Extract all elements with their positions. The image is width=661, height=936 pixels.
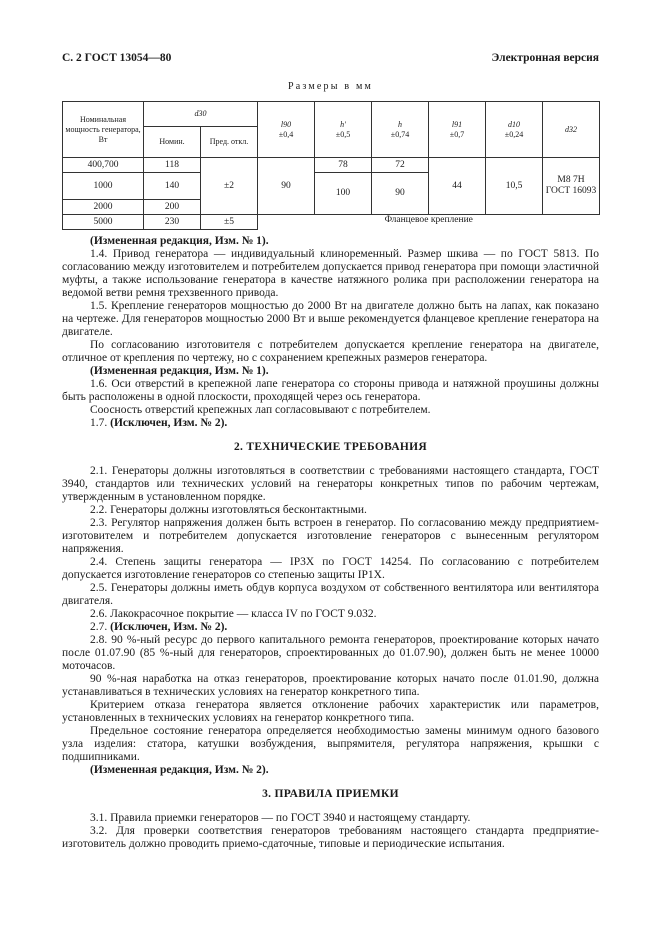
paragraph: 1.6. Оси отверстий в крепежной лапе генератора со стороны привода и натяжной проушины должны быть расположены в одной плоскости, проходящей через ось генератора. [62, 378, 599, 403]
paragraph: 1.4. Привод генератора — индивидуальный клиноременный. Размер шкива — по ГОСТ 5813. По согласованию между изготовителем и потребителем допускается привод генератора при помощи эластичной муфты, а также использование генератора в качестве натяжного ролика при расположении генератора на ведомой ветви ремня трехзвенного привода. [62, 248, 599, 299]
paragraph: 2.2. Генераторы должны изготовляться бесконтактными. [90, 504, 367, 516]
header-l91-tol: ±0,7 [449, 129, 465, 139]
cell-power: 2000 [63, 200, 144, 215]
amendment-note: (Измененная редакция, Изм. № 1). [90, 365, 269, 377]
header-d10-text: d10 [508, 119, 520, 129]
header-l91-text: l91 [451, 119, 463, 129]
paragraph: Соосность отверстий крепежных лап согласовывают с потребителем. [90, 404, 431, 416]
cell-power: 5000 [63, 215, 144, 230]
amendment-note: (Исключен, Изм. № 2). [110, 621, 228, 633]
header-h [372, 102, 429, 158]
header-d30-nom: Номин. [144, 127, 201, 158]
cell-d30: 230 [144, 215, 201, 230]
header-d10 [486, 102, 543, 158]
paragraph: 2.8. 90 %-ный ресурс до первого капитального ремонта генераторов, проектирование которых начато после 01.07.90 (85 %-ный для генераторов, спроектированных до 01.07.90), должен быть не менее 10000 моточасов. [62, 634, 599, 672]
paragraph: 90 %-ная наработка на отказ генераторов, проектирование которых начато после 01.01.90, должна устанавливаться в технических условиях на генератор конкретного типа. [62, 673, 599, 698]
paragraph: 2.4. Степень защиты генератора — IP3X по ГОСТ 14254. По согласованию с потребителем допускается изготовление генераторов со степенью защиты IP1X. [62, 556, 599, 581]
amendment-note: (Измененная редакция, Изм. № 1). [90, 235, 269, 247]
section-title-2: 2. ТЕХНИЧЕСКИЕ ТРЕБОВАНИЯ [233, 441, 428, 453]
header-h1 [315, 102, 372, 158]
header-power: Номинальная мощность генератора, Вт [63, 102, 144, 158]
paragraph: Предельное состояние генератора определяется необходимостью замены минимум одного базового узла изделия: статора, катушки возбуждения, выпрямителя, регулятора напряжения, крышки с подшипниками. [62, 725, 599, 763]
paragraph: По согласованию изготовителя с потребителем допускается крепление генератора на двигателе, отличное от крепления по чертежу, но с сохранением крепежных размеров генератора. [62, 339, 599, 364]
cell-d32: M8 7H ГОСТ 16093 [543, 158, 600, 215]
paragraph: 3.1. Правила приемки генераторов — по ГОСТ 3940 и настоящему стандарту. [90, 812, 471, 824]
paragraph [62, 621, 599, 634]
header-h1-tol: ±0,5 [335, 129, 351, 139]
header-l90-tol: ±0,4 [278, 129, 294, 139]
header-d32 [543, 102, 600, 158]
paragraph: 2.5. Генераторы должны иметь обдув корпуса воздухом от собственного вентилятора или вентилятора двигателя. [62, 582, 599, 607]
cell-d30: 118 [144, 158, 201, 173]
header-l90 [258, 102, 315, 158]
header-h-text: h [398, 119, 402, 129]
cell-h1: 100 [315, 173, 372, 215]
cell-tol: ±5 [201, 215, 258, 230]
cell-h: 72 [372, 158, 429, 173]
paragraph: 1.5. Крепление генераторов мощностью до 2000 Вт на двигателе должно быть на лапах, как показано на чертеже. Для генераторов мощностью 2000 Вт и выше рекомендуется фланцевое крепление генератора на двигателе. [62, 300, 599, 338]
cell-power: 1000 [63, 173, 144, 200]
header-l91 [429, 102, 486, 158]
table-caption: Размеры в мм [287, 81, 374, 92]
header-h1-text: h′ [340, 119, 346, 129]
page-header-left: С. 2 ГОСТ 13054—80 [62, 52, 172, 64]
flange-note: Фланцевое крепление [384, 215, 473, 225]
cell-l90: 90 [258, 158, 315, 215]
paragraph: 2.6. Лакокрасочное покрытие — класса IV по ГОСТ 9.032. [90, 608, 377, 620]
amendment-note: (Измененная редакция, Изм. № 2). [90, 764, 269, 776]
cell-power: 400,700 [63, 158, 144, 173]
paragraph: Критерием отказа генератора является отклонение рабочих характеристик или параметров, установленных в технических условиях на генератор конкретного типа. [62, 699, 599, 724]
cell-d30: 200 [144, 200, 201, 215]
header-d32-text: d32 [565, 124, 577, 134]
section-title-3: 3. ПРАВИЛА ПРИЕМКИ [262, 788, 399, 800]
clause-number: 1.7. [90, 417, 111, 429]
header-h-tol: ±0,74 [390, 129, 410, 139]
clause-number: 2.7. [90, 621, 111, 633]
header-d10-tol: ±0,24 [504, 129, 524, 139]
page-header-right: Электронная версия [491, 52, 599, 64]
paragraph [62, 417, 599, 430]
cell-h1: 78 [315, 158, 372, 173]
paragraph: 3.2. Для проверки соответствия генераторов требованиям настоящего стандарта предприятие-изготовитель должно проводить приемо-сдаточные, типовые и периодические испытания. [62, 825, 599, 850]
cell-d10: 10,5 [486, 158, 543, 215]
cell-d30: 140 [144, 173, 201, 200]
dimensions-table [62, 101, 600, 230]
amendment-note: (Исключен, Изм. № 2). [110, 417, 228, 429]
cell-l91: 44 [429, 158, 486, 215]
header-d30-text: d30 [194, 109, 207, 118]
header-d30 [144, 102, 258, 127]
cell-tol: ±2 [201, 158, 258, 215]
header-l90-text: l90 [280, 119, 292, 129]
cell-h: 90 [372, 173, 429, 215]
paragraph: 2.1. Генераторы должны изготовляться в соответствии с требованиями настоящего стандарта, ГОСТ 3940, стандартов или технических условий на генераторы конкретных типов по рабочим чертежам, утвержденным в установленном порядке. [62, 465, 599, 503]
header-d30-tol: Пред. откл. [201, 127, 258, 158]
body-text [62, 235, 599, 851]
paragraph: 2.3. Регулятор напряжения должен быть встроен в генератор. По согласованию между предприятием-изготовителем и потребителем допускается изготовление генераторов с вынесенным регулятором напряжения. [62, 517, 599, 555]
